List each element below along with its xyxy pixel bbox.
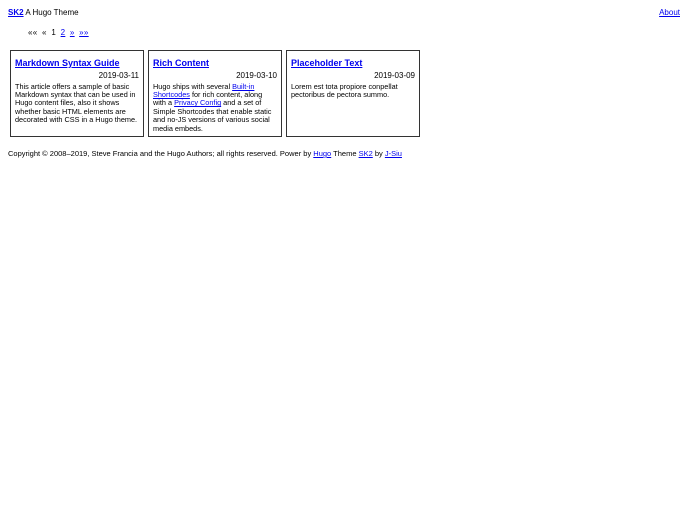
footer-text: by [372,149,385,158]
pager-page-2[interactable]: 2 [60,28,66,37]
site-header [8,8,79,17]
footer-text: Theme [331,149,359,158]
summary-text: Hugo ships with several [153,81,233,91]
post-date: 2019-03-11 [98,71,139,81]
shortcodes-link[interactable]: Built-in Shortcodes [153,81,255,99]
post-list [10,50,424,137]
post-card [286,50,420,137]
post-summary: This article offers a sample of basic Markdown syntax that can be used in Hugo content files, also it shows whether basic HTML elements are decorated with CSS in a Hugo theme. [15,81,138,125]
privacy-config-link[interactable]: Privacy Config [174,98,222,108]
post-title-link[interactable]: Markdown Syntax Guide [15,58,120,68]
post-title-link[interactable]: Placeholder Text [291,58,363,68]
copyright-text: Copyright © 2008–2019, Steve Francia and the Hugo Authors; all rights reserved. Power by [8,149,314,158]
summary-text: and a set of Simple Shortcodes that enable static and no-JS versions of various social media embeds. [153,98,272,133]
post-date: 2019-03-10 [236,71,277,81]
post-card [148,50,282,137]
pager-first: «« [28,28,38,37]
pagination [28,28,91,37]
about-link[interactable]: About [659,8,680,17]
post-date: 2019-03-09 [374,71,415,81]
pager-last[interactable]: »» [79,28,89,37]
sk2-link[interactable]: SK2 [358,149,373,158]
post-summary: Lorem est tota propiore conpellat pectoribus de pectora summo. [291,81,398,99]
site-name-link[interactable]: SK2 [8,8,24,17]
author-link[interactable]: J-Siu [384,149,402,158]
post-title-link[interactable]: Rich Content [153,58,209,68]
pager-current: 1 [51,28,57,37]
site-footer [8,150,402,159]
site-tagline: A Hugo Theme [25,8,79,17]
pager-prev: « [42,28,47,37]
pager-next[interactable]: » [69,28,75,37]
post-summary [153,83,277,133]
post-card [10,50,144,137]
summary-text: for rich content, along with a [153,89,263,108]
hugo-link[interactable]: Hugo [313,149,332,158]
